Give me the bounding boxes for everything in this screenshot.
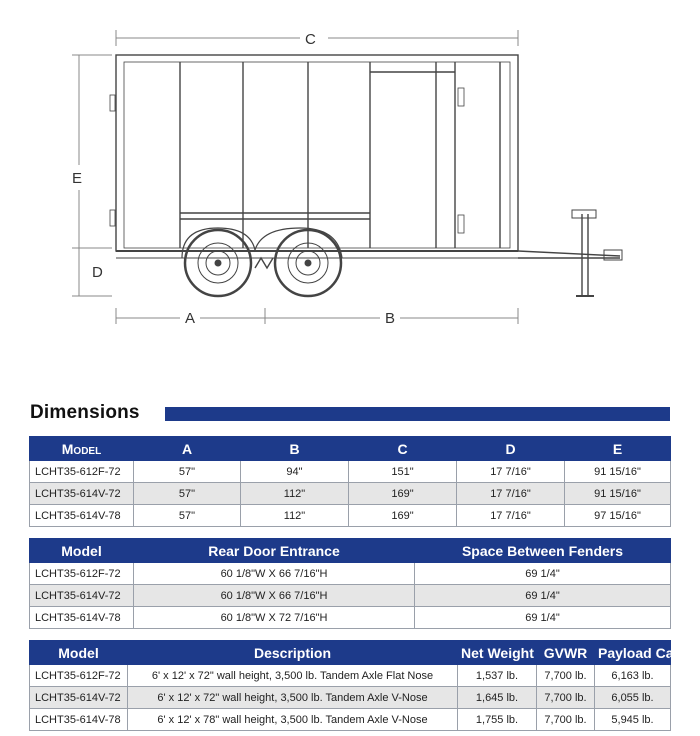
dimension-label-c: C	[305, 31, 316, 48]
column-header-model: Model	[30, 641, 128, 665]
cell-description: 6' x 12' x 78" wall height, 3,500 lb. Tandem Axle V-Nose	[128, 709, 458, 731]
cell-net-weight: 1,645 lb.	[458, 687, 537, 709]
cell-space-between-fenders: 69 1/4"	[415, 563, 671, 585]
dimension-label-d: D	[92, 264, 103, 281]
cell-d: 17 7/16"	[457, 505, 565, 527]
column-header-gvwr: GVWR	[537, 641, 595, 665]
cell-net-weight: 1,755 lb.	[458, 709, 537, 731]
cell-e: 91 15/16"	[565, 461, 671, 483]
cell-net-weight: 1,537 lb.	[458, 665, 537, 687]
column-header-net-weight: Net Weight	[458, 641, 537, 665]
cell-model: LCHT35-612F-72	[30, 665, 128, 687]
column-header-c: C	[349, 437, 457, 461]
cell-model: LCHT35-614V-72	[30, 585, 134, 607]
cell-b: 112"	[241, 505, 349, 527]
cell-gvwr: 7,700 lb.	[537, 665, 595, 687]
cell-model: LCHT35-614V-72	[30, 483, 134, 505]
table-row	[30, 607, 671, 629]
table-row	[30, 687, 671, 709]
cell-rear-door-entrance: 60 1/8"W X 66 7/16"H	[134, 563, 415, 585]
column-header-a: A	[134, 437, 241, 461]
cell-space-between-fenders: 69 1/4"	[415, 607, 671, 629]
column-header-model: Model	[30, 539, 134, 563]
cell-b: 94"	[241, 461, 349, 483]
dimension-label-b: B	[385, 310, 396, 327]
cell-model: LCHT35-612F-72	[30, 461, 134, 483]
column-header-d: D	[457, 437, 565, 461]
axle-spring	[255, 258, 273, 268]
table-row	[30, 585, 671, 607]
dimensions-table	[29, 436, 671, 527]
cell-space-between-fenders: 69 1/4"	[415, 585, 671, 607]
column-header-payload-capacity: Payload Cap.	[595, 641, 671, 665]
cell-c: 169"	[349, 505, 457, 527]
cell-rear-door-entrance: 60 1/8"W X 66 7/16"H	[134, 585, 415, 607]
cell-d: 17 7/16"	[457, 461, 565, 483]
table-row	[30, 709, 671, 731]
column-header-e: E	[565, 437, 671, 461]
table-header-row	[30, 437, 671, 461]
wheel-front	[185, 230, 251, 296]
cell-d: 17 7/16"	[457, 483, 565, 505]
section-title: Dimensions	[30, 402, 140, 423]
dimension-label-e: E	[72, 170, 83, 187]
cell-model: LCHT35-614V-78	[30, 505, 134, 527]
heading-bar	[165, 407, 670, 421]
column-header-description: Description	[128, 641, 458, 665]
table-header-row	[30, 539, 671, 563]
cell-c: 169"	[349, 483, 457, 505]
cell-model: LCHT35-614V-78	[30, 607, 134, 629]
cell-gvwr: 7,700 lb.	[537, 709, 595, 731]
table-header-row	[30, 641, 671, 665]
table-row	[30, 665, 671, 687]
cell-description: 6' x 12' x 72" wall height, 3,500 lb. Tandem Axle Flat Nose	[128, 665, 458, 687]
cell-payload-capacity: 6,055 lb.	[595, 687, 671, 709]
trailer-tongue-and-jack	[518, 210, 622, 296]
cell-e: 97 15/16"	[565, 505, 671, 527]
weights-table	[29, 640, 686, 731]
cell-c: 151"	[349, 461, 457, 483]
table-row	[30, 483, 671, 505]
dimension-label-a: A	[185, 310, 196, 327]
table-row	[30, 563, 671, 585]
column-header-model: Model	[30, 437, 134, 461]
cell-model: LCHT35-614V-72	[30, 687, 128, 709]
column-header-rear-door-entrance: Rear Door Entrance	[134, 539, 415, 563]
door-entrance-table	[29, 538, 671, 629]
cell-rear-door-entrance: 60 1/8"W X 72 7/16"H	[134, 607, 415, 629]
cell-model: LCHT35-612F-72	[30, 563, 134, 585]
cell-model: LCHT35-614V-78	[30, 709, 128, 731]
cell-a: 57"	[134, 461, 241, 483]
cell-description: 6' x 12' x 72" wall height, 3,500 lb. Tandem Axle V-Nose	[128, 687, 458, 709]
column-header-space-between-fenders: Space Between Fenders	[415, 539, 671, 563]
cell-gvwr: 7,700 lb.	[537, 687, 595, 709]
cell-b: 112"	[241, 483, 349, 505]
dimension-lines	[72, 30, 518, 324]
cell-a: 57"	[134, 505, 241, 527]
column-header-b: B	[241, 437, 349, 461]
dimensions-heading	[30, 402, 670, 426]
trailer-body	[110, 55, 518, 258]
cell-a: 57"	[134, 483, 241, 505]
table-row	[30, 505, 671, 527]
cell-e: 91 15/16"	[565, 483, 671, 505]
cell-payload-capacity: 5,945 lb.	[595, 709, 671, 731]
table-row	[30, 461, 671, 483]
cell-payload-capacity: 6,163 lb.	[595, 665, 671, 687]
